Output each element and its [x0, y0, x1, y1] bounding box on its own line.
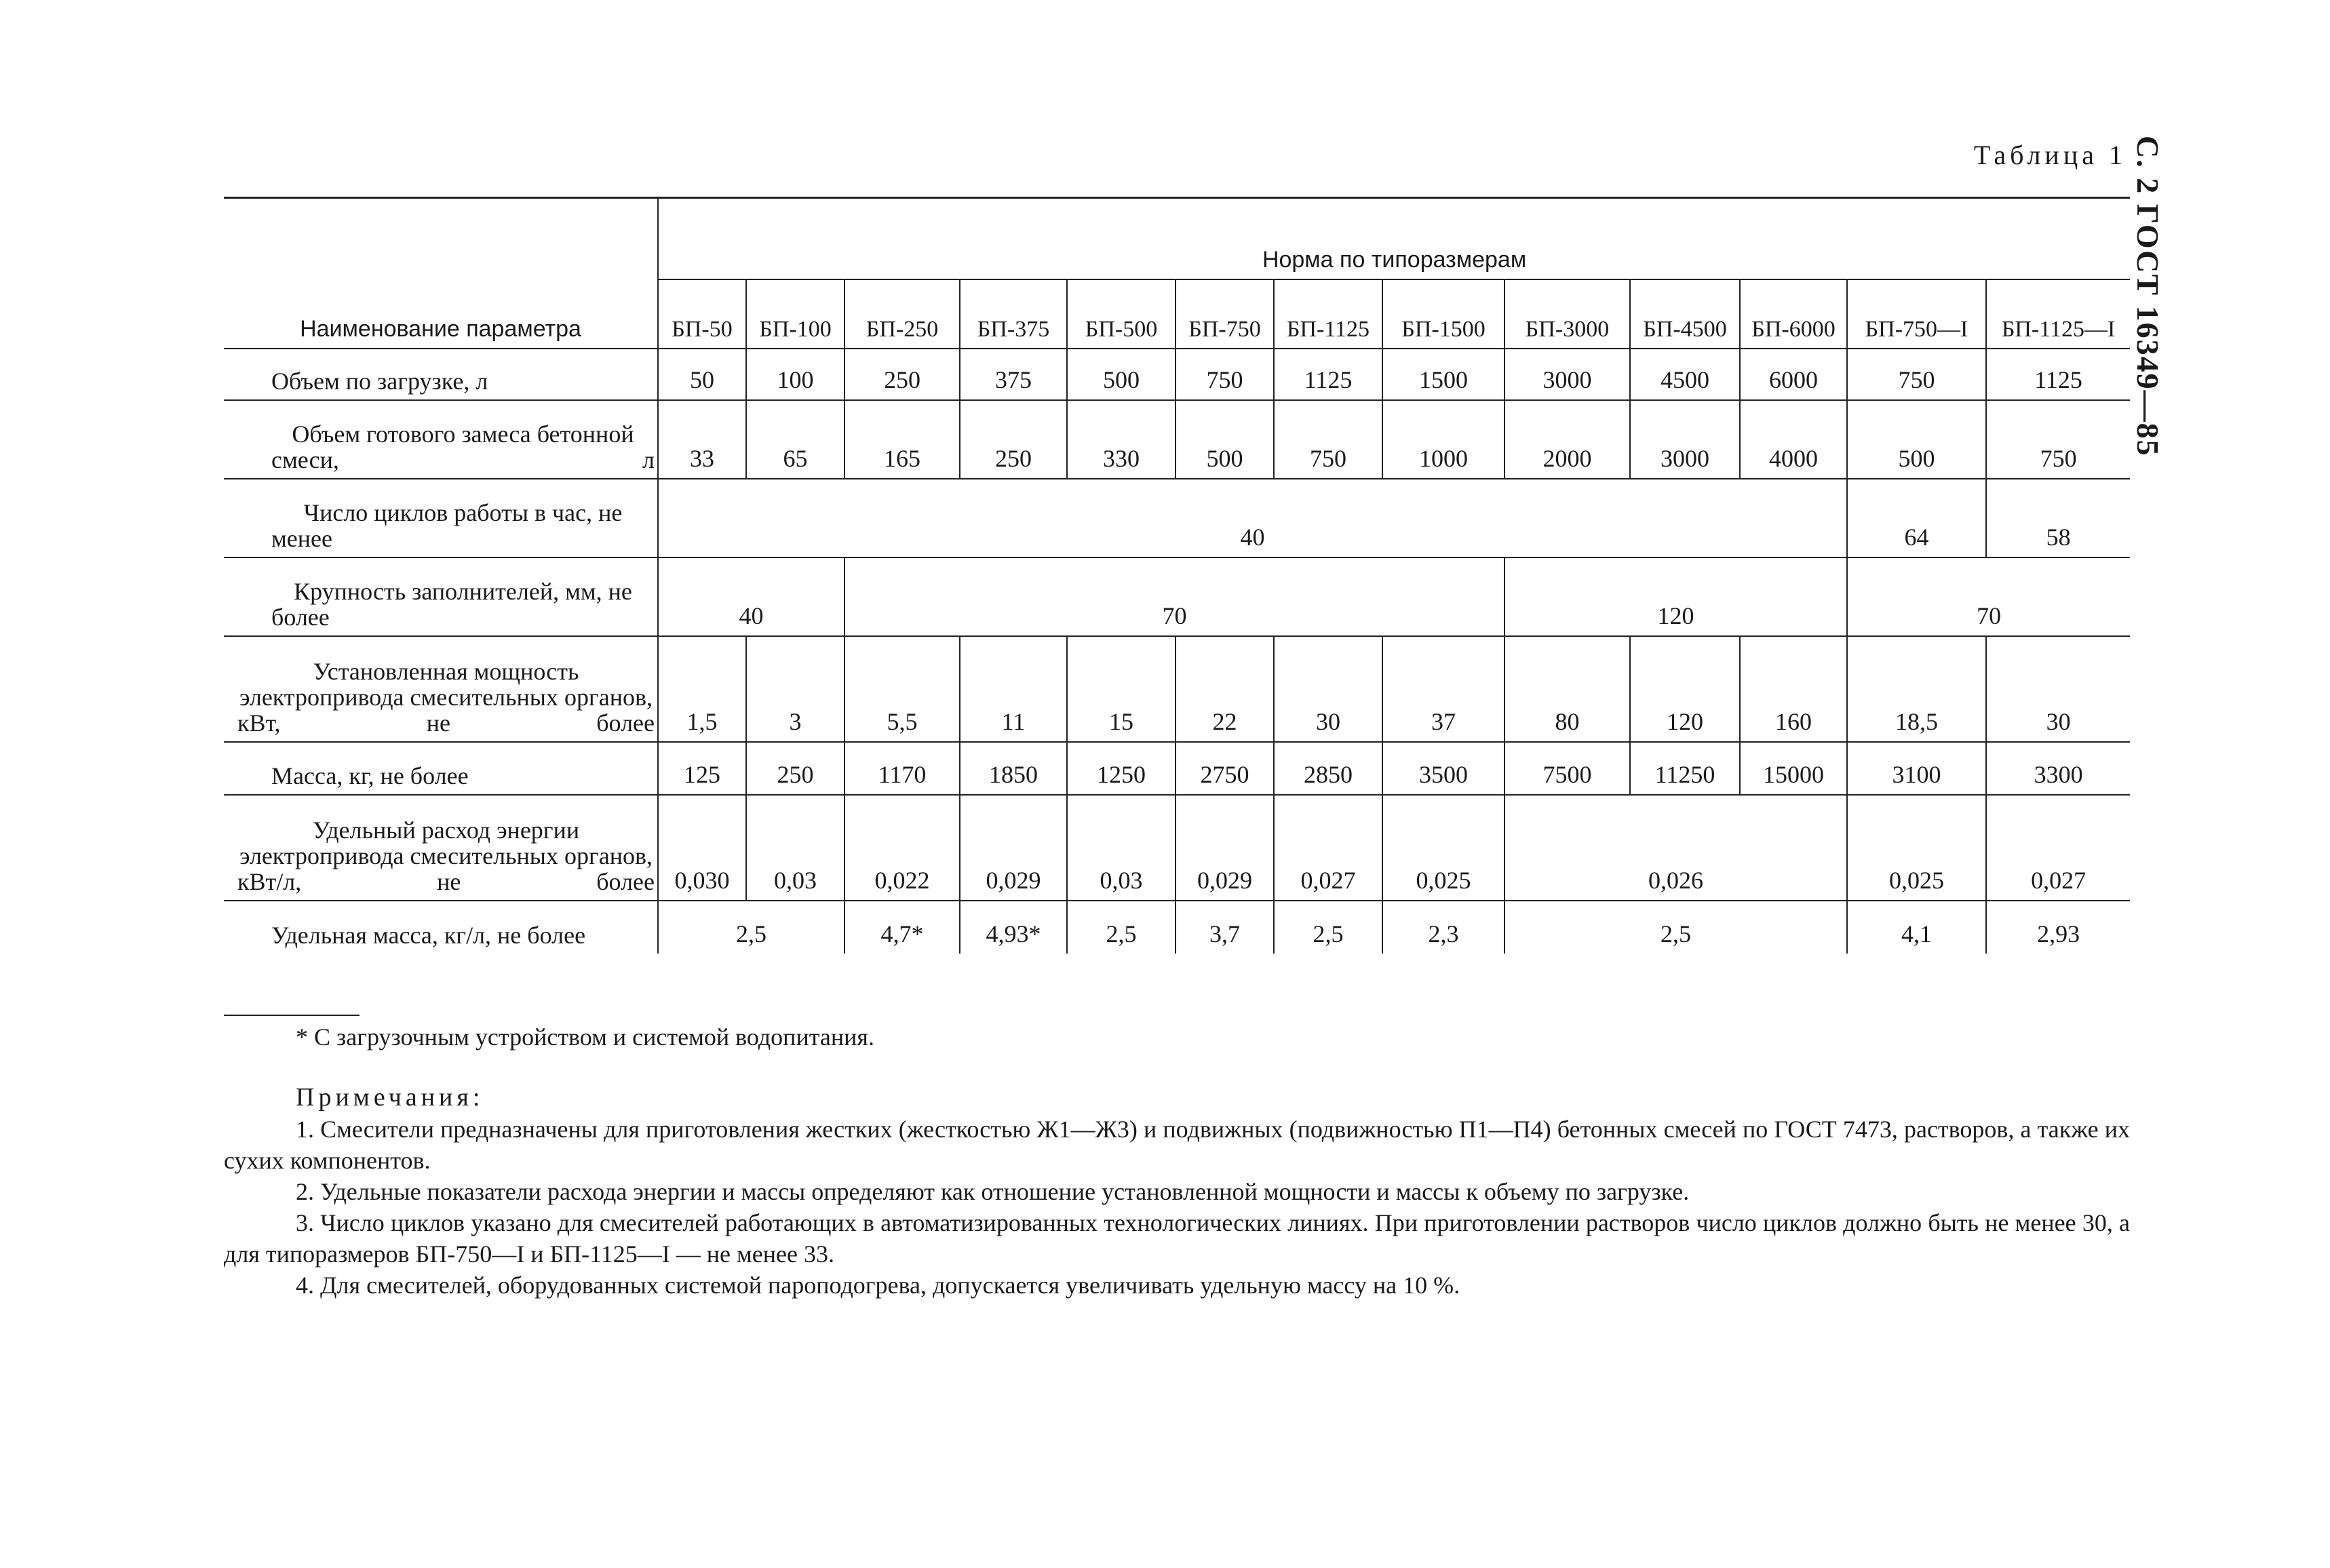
- table-cell: 58: [1986, 479, 2130, 557]
- table-cell: 37: [1382, 636, 1504, 742]
- table-cell: 70: [844, 557, 1504, 636]
- table-cell: 160: [1740, 636, 1847, 742]
- table-cell: 11: [960, 636, 1067, 742]
- table-cell: 120: [1504, 557, 1847, 636]
- note-item: 2. Удельные показатели расхода энергии и массы определяют как отношение установленной мощности и массы к объему по загрузке.: [296, 1178, 1690, 1205]
- table-cell: 0,022: [844, 795, 960, 901]
- table-cell: 80: [1504, 636, 1630, 742]
- table-cell: 40: [658, 479, 1847, 557]
- table-row: [224, 742, 2130, 795]
- table-cell: 5,5: [844, 636, 960, 742]
- table-cell: 2,5: [1504, 901, 1847, 954]
- table-cell: 2,5: [1067, 901, 1176, 954]
- table-cell: 0,03: [746, 795, 844, 901]
- table-cell: 4,1: [1847, 901, 1986, 954]
- table-cell: 165: [844, 400, 960, 479]
- row-label: Число циклов работы в час, не менее: [224, 479, 658, 557]
- table-cell: 375: [960, 349, 1067, 400]
- table-cell: 64: [1847, 479, 1986, 557]
- size-header: БП-6000: [1740, 279, 1847, 349]
- param-header: Наименование параметра: [224, 198, 658, 349]
- table-cell: 1000: [1382, 400, 1504, 479]
- table-cell: 0,030: [658, 795, 746, 901]
- table-cell: 500: [1847, 400, 1986, 479]
- size-header: БП-1500: [1382, 279, 1504, 349]
- table-cell: 70: [1847, 557, 2130, 636]
- note-item: 3. Число циклов указано для смесителей работающих в автоматизированных технологических линиях. При приготовлении растворов число циклов должно быть не менее 30, а для типоразмеров БП-750—I и БП-1125—I — не менее 33.: [224, 1209, 2130, 1268]
- size-header: БП-50: [658, 279, 746, 349]
- table-cell: 125: [658, 742, 746, 795]
- table-caption: Таблица 1: [1973, 140, 2127, 170]
- table-cell: 0,025: [1382, 795, 1504, 901]
- table-cell: 1125: [1986, 349, 2130, 400]
- table-cell: 0,029: [1176, 795, 1274, 901]
- size-header: БП-1125: [1274, 279, 1382, 349]
- table-cell: 40: [658, 557, 844, 636]
- table-cell: 0,025: [1847, 795, 1986, 901]
- size-header: БП-375: [960, 279, 1067, 349]
- footnote: * С загрузочным устройством и системой водопитания.: [296, 1023, 874, 1051]
- table-cell: 2750: [1176, 742, 1274, 795]
- table-cell: 15000: [1740, 742, 1847, 795]
- row-label: Удельный расход энергии электропривода смесительных органов, кВт/л, не более: [224, 795, 658, 901]
- table-cell: 33: [658, 400, 746, 479]
- row-label: Объем по загрузке, л: [224, 349, 658, 400]
- table-cell: 18,5: [1847, 636, 1986, 742]
- row-label: Крупность заполнителей, мм, не более: [224, 557, 658, 636]
- table-cell: 3000: [1630, 400, 1740, 479]
- table-cell: 0,027: [1986, 795, 2130, 901]
- table-cell: 250: [960, 400, 1067, 479]
- table-cell: 2850: [1274, 742, 1382, 795]
- table-cell: 330: [1067, 400, 1176, 479]
- table-cell: 4500: [1630, 349, 1740, 400]
- table-row: [224, 349, 2130, 400]
- table-cell: 6000: [1740, 349, 1847, 400]
- table-cell: 11250: [1630, 742, 1740, 795]
- size-header: БП-250: [844, 279, 960, 349]
- table-cell: 100: [746, 349, 844, 400]
- table-cell: 50: [658, 349, 746, 400]
- note-item: 4. Для смесителей, оборудованных системой пароподогрева, допускается увеличивать удельную массу на 10 %.: [296, 1272, 1460, 1299]
- footnote-divider: [224, 1015, 360, 1016]
- table-cell: 2,5: [658, 901, 844, 954]
- page-header: С. 2 ГОСТ 16349—85: [2131, 136, 2165, 457]
- table-cell: 2,3: [1382, 901, 1504, 954]
- table-cell: 750: [1986, 400, 2130, 479]
- table-cell: 2,5: [1274, 901, 1382, 954]
- size-header: БП-1125—I: [1986, 279, 2130, 349]
- row-label: Установленная мощность электропривода смесительных органов, кВт, не более: [224, 636, 658, 742]
- table-row: [224, 636, 2130, 742]
- table-cell: 4,7*: [844, 901, 960, 954]
- table-cell: 500: [1067, 349, 1176, 400]
- norm-header: Норма по типоразмерам: [658, 198, 2130, 280]
- table-cell: 2,93: [1986, 901, 2130, 954]
- row-label: Удельная масса, кг/л, не более: [224, 901, 658, 954]
- table-cell: 250: [844, 349, 960, 400]
- table-cell: 2000: [1504, 400, 1630, 479]
- notes-title: Примечания:: [296, 1083, 484, 1112]
- size-header: БП-100: [746, 279, 844, 349]
- table-cell: 120: [1630, 636, 1740, 742]
- size-header: БП-750: [1176, 279, 1274, 349]
- row-label: Объем готового замеса бетонной смеси, л: [224, 400, 658, 479]
- table-cell: 3500: [1382, 742, 1504, 795]
- table-row: [224, 557, 2130, 636]
- table-cell: 1170: [844, 742, 960, 795]
- table-cell: 1125: [1274, 349, 1382, 400]
- table-cell: 1500: [1382, 349, 1504, 400]
- row-label: Масса, кг, не более: [224, 742, 658, 795]
- table-cell: 7500: [1504, 742, 1630, 795]
- size-header: БП-4500: [1630, 279, 1740, 349]
- table-cell: 3300: [1986, 742, 2130, 795]
- table-cell: 22: [1176, 636, 1274, 742]
- table-cell: 1250: [1067, 742, 1176, 795]
- table-cell: 0,027: [1274, 795, 1382, 901]
- table-row: [224, 795, 2130, 901]
- table-cell: 3: [746, 636, 844, 742]
- table-cell: 750: [1274, 400, 1382, 479]
- note-item: 1. Смесители предназначены для приготовления жестких (жесткостью Ж1—Ж3) и подвижных (подвижностью П1—П4) бетонных смесей по ГОСТ 7473, растворов, а также их сухих компонентов.: [224, 1116, 2130, 1174]
- parameters-table: [224, 197, 2130, 954]
- notes-list: [224, 1114, 2130, 1301]
- table-cell: 0,026: [1504, 795, 1847, 901]
- table-cell: 30: [1274, 636, 1382, 742]
- table-row: [224, 901, 2130, 954]
- table-cell: 15: [1067, 636, 1176, 742]
- table-row: [224, 479, 2130, 557]
- table-cell: 3100: [1847, 742, 1986, 795]
- size-header: БП-3000: [1504, 279, 1630, 349]
- size-header: БП-500: [1067, 279, 1176, 349]
- table-cell: 3,7: [1176, 901, 1274, 954]
- table-cell: 750: [1847, 349, 1986, 400]
- table-cell: 250: [746, 742, 844, 795]
- table-cell: 1850: [960, 742, 1067, 795]
- table-row: [224, 400, 2130, 479]
- table-cell: 65: [746, 400, 844, 479]
- table-cell: 30: [1986, 636, 2130, 742]
- table-cell: 4,93*: [960, 901, 1067, 954]
- table-cell: 1,5: [658, 636, 746, 742]
- table-cell: 0,029: [960, 795, 1067, 901]
- table-cell: 4000: [1740, 400, 1847, 479]
- table-cell: 3000: [1504, 349, 1630, 400]
- table-cell: 500: [1176, 400, 1274, 479]
- table-cell: 750: [1176, 349, 1274, 400]
- table-cell: 0,03: [1067, 795, 1176, 901]
- size-header: БП-750—I: [1847, 279, 1986, 349]
